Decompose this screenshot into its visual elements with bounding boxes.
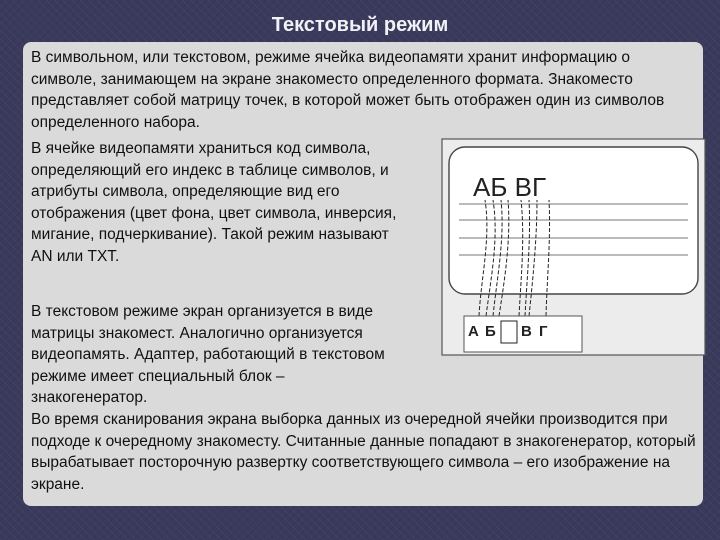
memory-cell-a: А	[468, 323, 479, 340]
paragraph-scanning: Во время сканирования экрана выборка данных из очередной ячейки производится при подходе к очередному знакоместу. Считанные данные попадают в знакогенератор, который вырабатывает посторочную развертку соответствующего символа – его изображение на экране.	[31, 411, 696, 493]
memory-cell-b: Б	[485, 323, 496, 340]
slide-title: Текстовый режим	[271, 14, 449, 36]
screen-characters: АБ ВГ	[473, 172, 547, 202]
paragraph-symbol-mode: В символьном, или текстовом, режиме ячейка видеопамяти хранит информацию о символе, занимающем на экране знакоместо определенного формата. Знакоместо представляет собой матрицу точек, в которой может быть отображен один из символов определенного набора.	[31, 49, 665, 131]
paragraph-cell-content: В ячейке видеопамяти храниться код символа, определяющий его индекс в таблице символов, и атрибуты символа, определяющие вид его отображения (цвет фона, цвет символа, инверсия, мигание, подчеркивание). Такой режим называют AN или TXT.	[31, 140, 397, 265]
paragraph-screen-matrix: В текстовом режиме экран организуется в виде матрицы знакомест. Аналогично организуется видеопамять. Адаптер, работающий в текстовом режиме имеет специальный блок – знакогенератор.	[31, 303, 385, 407]
memory-cell-g: Г	[539, 323, 548, 340]
memory-cell-empty	[501, 321, 517, 343]
memory-cell-v: В	[521, 323, 532, 340]
text-mode-diagram	[441, 138, 706, 356]
